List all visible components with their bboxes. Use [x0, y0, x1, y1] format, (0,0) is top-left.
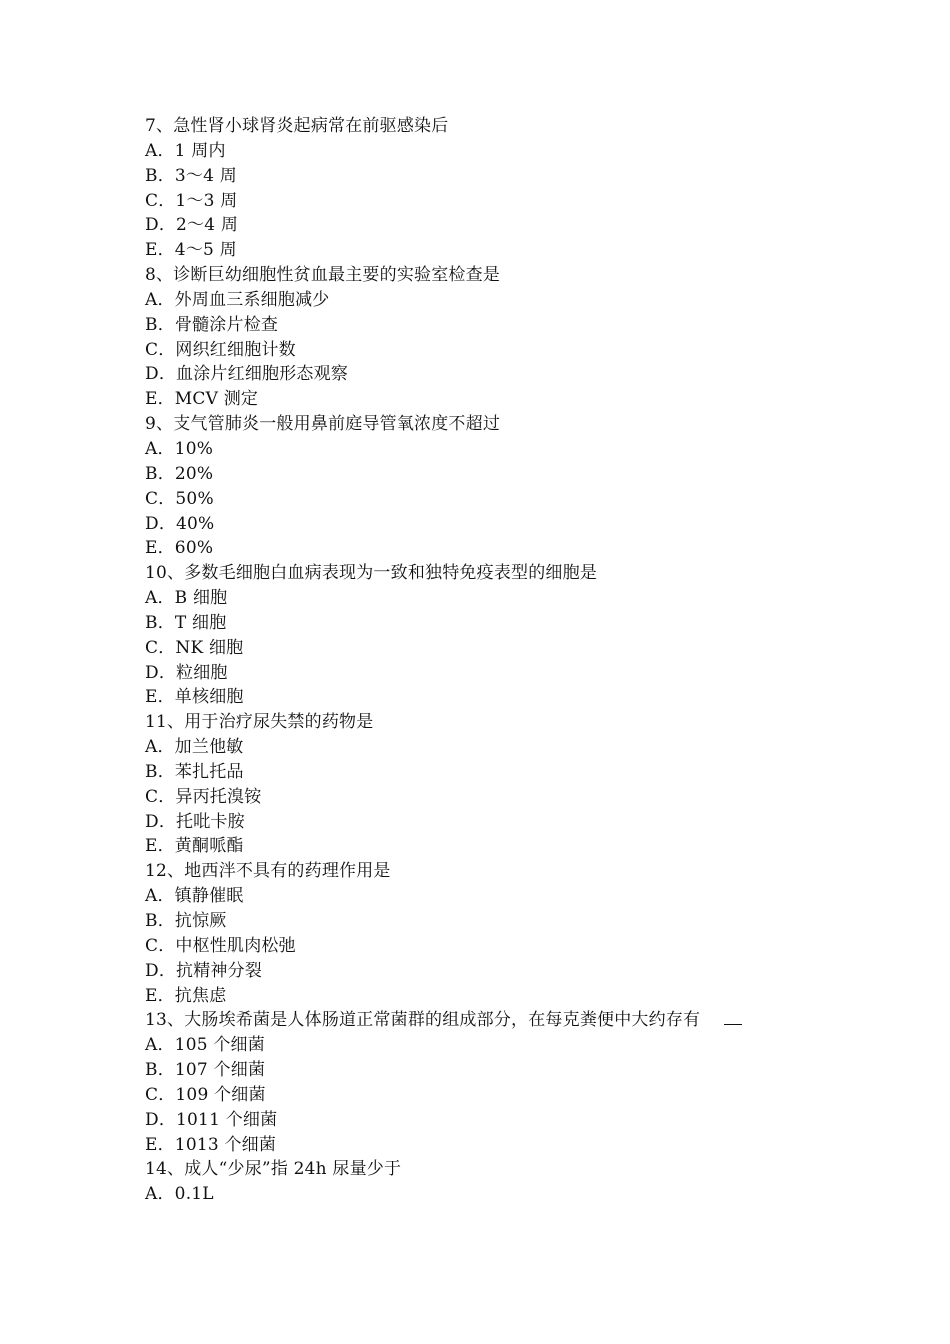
option-e: E．抗焦虑	[145, 985, 227, 1006]
option-a: A．加兰他敏	[145, 737, 244, 758]
option-b: B．抗惊厥	[145, 911, 227, 931]
option-d: D．抗精神分裂	[145, 960, 263, 981]
question-stem: 10、多数毛细胞白血病表现为一致和独特免疫表型的细胞是	[145, 563, 598, 584]
option-e: E．60%	[145, 538, 214, 559]
option-e: E．单核细胞	[145, 687, 244, 708]
question-stem: 9、支气管肺炎一般用鼻前庭导管氧浓度不超过	[145, 414, 501, 435]
option-d: D．粒细胞	[145, 662, 228, 683]
option-b: B．骨髓涂片检查	[145, 314, 279, 335]
option-a: A．外周血三系细胞减少	[145, 289, 330, 310]
question-stem: 8、诊断巨幼细胞性贫血最主要的实验室检查是	[145, 265, 501, 286]
option-e: E．黄酮哌酯	[145, 836, 244, 857]
option-d: D．40%	[145, 513, 215, 534]
option-a: A．B 细胞	[145, 588, 228, 609]
option-c: C．中枢性肌肉松弛	[145, 935, 296, 956]
option-a: A．105 个细菌	[145, 1035, 265, 1056]
option-a: A．1 周内	[145, 140, 226, 161]
option-d: D．2～4 周	[145, 215, 239, 236]
option-d: D．血涂片红细胞形态观察	[145, 364, 349, 385]
option-a: A．镇静催眠	[145, 886, 244, 907]
option-a: A．10%	[145, 438, 214, 459]
option-d: D．托吡卡胺	[145, 811, 245, 832]
option-c: C．NK 细胞	[145, 637, 244, 658]
option-c: C．异丙托溴铵	[145, 786, 262, 807]
question-stem: 14、成人“少尿”指 24h 尿量少于	[145, 1159, 402, 1180]
option-e: E．1013 个细菌	[145, 1134, 277, 1155]
question-stem: 7、急性肾小球肾炎起病常在前驱感染后	[145, 116, 449, 136]
question-stem-with-blank	[145, 1008, 845, 1033]
option-c: C．1～3 周	[145, 190, 238, 211]
question-stem: 11、用于治疗尿失禁的药物是	[145, 712, 374, 733]
option-a: A．0.1L	[145, 1184, 214, 1205]
option-e: E．MCV 测定	[145, 389, 259, 410]
option-b: B．20%	[145, 463, 214, 484]
option-d: D．1011 个细菌	[145, 1109, 278, 1130]
question-list	[145, 114, 845, 1207]
option-c: C．网织红细胞计数	[145, 339, 296, 360]
question-stem: 13、大肠埃希菌是人体肠道正常菌群的组成部分，在每克粪便中大约存有	[145, 1010, 701, 1031]
answer-blank	[724, 1008, 742, 1025]
option-b: B．苯扎托品	[145, 761, 244, 782]
option-b: B．T 细胞	[145, 612, 227, 633]
option-c: C．109 个细菌	[145, 1084, 266, 1105]
question-stem: 12、地西泮不具有的药理作用是	[145, 861, 391, 882]
option-c: C．50%	[145, 488, 214, 509]
option-e: E．4～5 周	[145, 240, 237, 261]
option-b: B．3～4 周	[145, 165, 237, 186]
option-b: B．107 个细菌	[145, 1060, 266, 1081]
